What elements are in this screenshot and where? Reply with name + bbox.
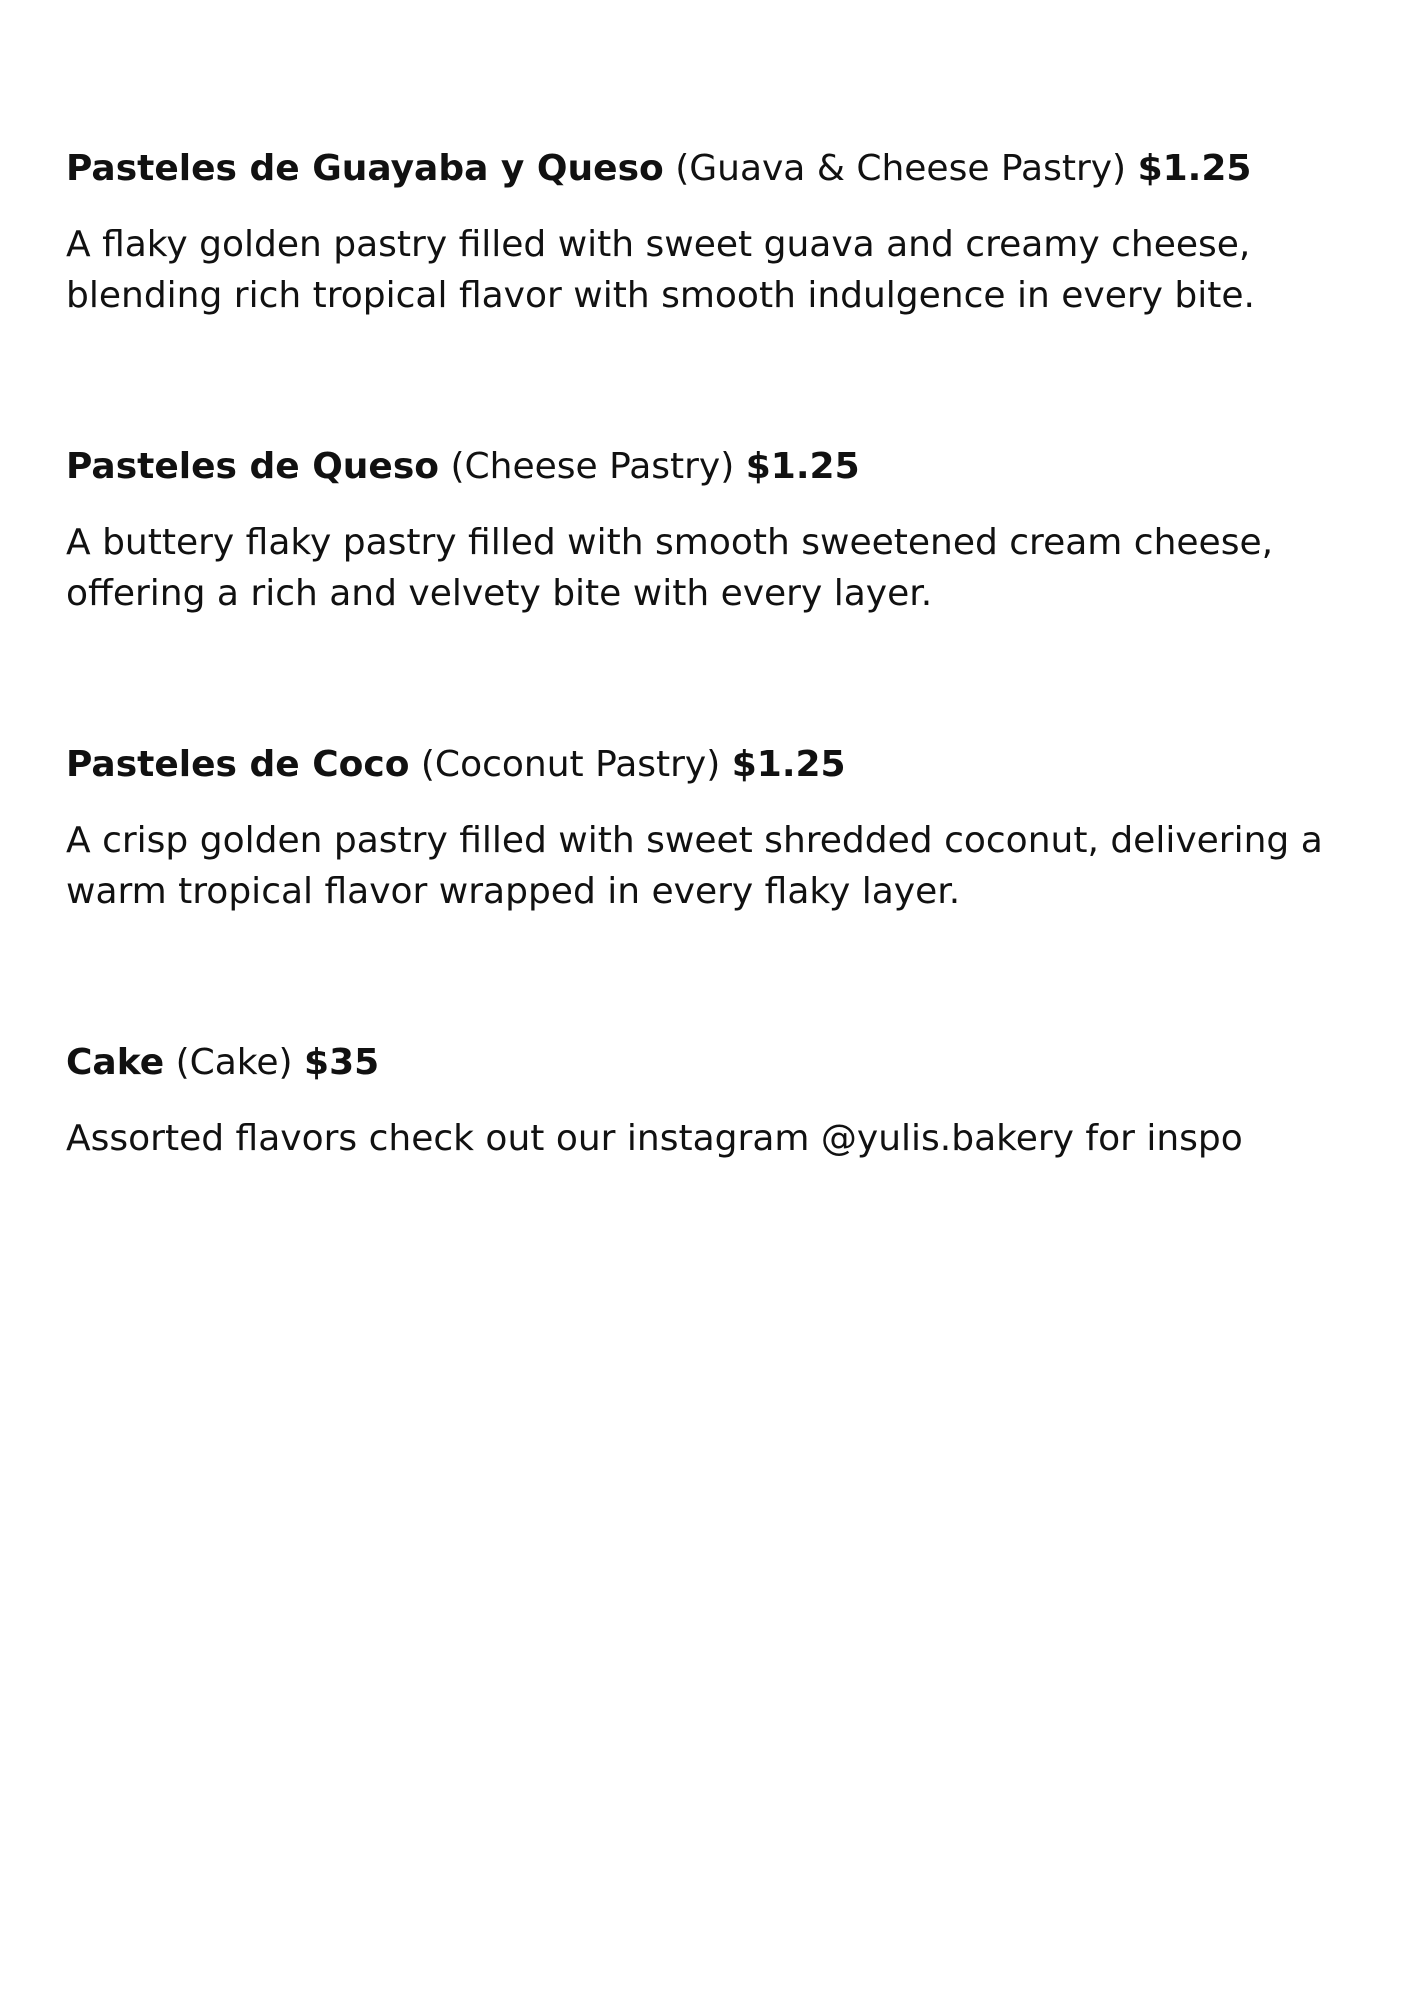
item-price: $1.25 — [1137, 148, 1252, 189]
item-heading — [66, 741, 1366, 789]
item-name: Pasteles de Guayaba y Queso — [66, 148, 664, 189]
menu-list — [66, 145, 1366, 1286]
item-translation: (Cheese Pastry) — [450, 446, 735, 487]
item-heading — [66, 443, 1366, 491]
item-description — [66, 1113, 1336, 1164]
item-price: $1.25 — [731, 744, 846, 785]
item-name: Pasteles de Queso — [66, 446, 440, 487]
item-description-line: Assorted flavors check out our instagram @yulis.bakery for inspo — [66, 1118, 1243, 1159]
menu-item-cheese-pastry — [66, 443, 1366, 619]
item-price: $35 — [304, 1042, 380, 1083]
item-heading — [66, 1039, 1366, 1087]
item-description-line: offering a rich and velvety bite with every layer. — [66, 573, 933, 614]
item-translation: (Cake) — [175, 1042, 293, 1083]
item-price: $1.25 — [745, 446, 860, 487]
item-translation: (Coconut Pastry) — [420, 744, 721, 785]
item-translation: (Guava & Cheese Pastry) — [675, 148, 1127, 189]
item-description-line: A crisp golden pastry filled with sweet shredded coconut, delivering a — [66, 820, 1323, 861]
item-description — [66, 815, 1336, 917]
item-description — [66, 219, 1336, 321]
item-description-line: A flaky golden pastry filled with sweet guava and creamy cheese, — [66, 224, 1251, 265]
menu-item-guava-cheese-pastry — [66, 145, 1366, 321]
item-description-line: warm tropical flavor wrapped in every flaky layer. — [66, 871, 961, 912]
item-description-line: blending rich tropical flavor with smooth indulgence in every bite. — [66, 275, 1255, 316]
item-name: Pasteles de Coco — [66, 744, 410, 785]
menu-item-cake — [66, 1039, 1366, 1164]
item-description-line: A buttery flaky pastry filled with smooth sweetened cream cheese, — [66, 522, 1274, 563]
item-heading — [66, 145, 1366, 193]
item-description — [66, 517, 1336, 619]
item-name: Cake — [66, 1042, 165, 1083]
menu-item-coconut-pastry — [66, 741, 1366, 917]
